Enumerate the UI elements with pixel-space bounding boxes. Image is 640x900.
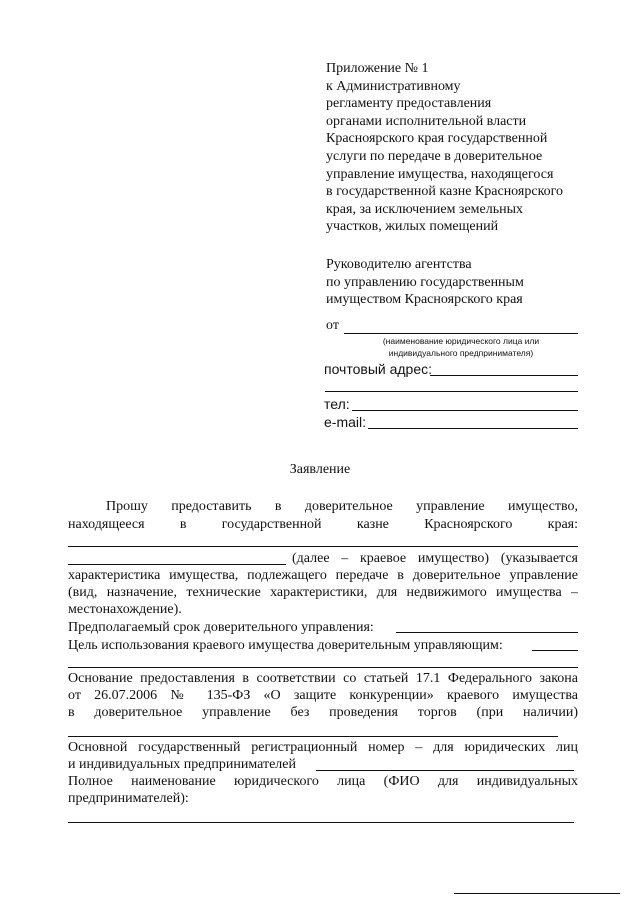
fullname-line: предпринимателей):	[68, 791, 189, 806]
addressee-line: Руководителю агентства	[326, 257, 472, 272]
appendix-line: регламенту предоставления	[326, 96, 492, 112]
property-field-line1[interactable]	[68, 546, 578, 547]
request-line: находящееся в государственной казне Красноярского края:	[68, 517, 578, 532]
phone-label: тел:	[324, 396, 350, 412]
appendix-line: управление имущества, находящегося	[326, 166, 554, 182]
phone-field[interactable]	[352, 410, 578, 411]
addressee-line: по управлению государственным	[326, 274, 524, 290]
purpose-label: Цель использования краевого имущества доверительным управляющим:	[68, 638, 503, 653]
appendix-line: в государственной казне Красноярского	[326, 184, 564, 200]
request-line: характеристика имущества, подлежащего передаче в доверительное управление	[68, 568, 578, 583]
from-field[interactable]	[344, 333, 578, 334]
from-hint: (наименование юридического лица или	[382, 336, 540, 346]
ogrn-line: Основной государственный регистрационный номер – для юридических лиц	[68, 740, 578, 755]
addressee-line: имуществом Красноярского края	[326, 292, 523, 308]
basis-line: от 26.07.2006 № 135-ФЗ «О защите конкуренции» краевого имущества	[68, 688, 578, 703]
appendix-line: Приложение № 1	[326, 61, 429, 76]
appendix-line: к Административному	[326, 78, 461, 94]
property-field-line2[interactable]	[68, 564, 286, 565]
addressee-block	[326, 256, 524, 309]
email-label: e-mail:	[324, 414, 367, 430]
basis-field[interactable]	[68, 736, 558, 737]
request-line: местонахождение).	[68, 602, 182, 617]
appendix-line: участков, жилых помещений	[326, 219, 499, 235]
from-hint: индивидуального предпринимателя)	[388, 348, 534, 358]
term-field[interactable]	[396, 632, 578, 633]
from-label: от	[326, 318, 339, 333]
purpose-field-line2[interactable]	[68, 667, 578, 668]
email-field[interactable]	[368, 428, 578, 429]
postal-address-field[interactable]	[430, 375, 578, 376]
footer-separator	[454, 893, 620, 894]
postal-address-label: почтовый адрес:	[324, 361, 433, 377]
fullname-field[interactable]	[68, 822, 574, 823]
request-line: (далее – краевое имущество) (указывается	[292, 551, 578, 566]
appendix-line: Красноярского края государственной	[326, 131, 548, 147]
document-title: Заявление	[289, 462, 351, 477]
appendix-line: края, за исключением земельных	[326, 201, 524, 217]
postal-address-field-line2[interactable]	[325, 391, 578, 392]
appendix-line: органами исполнительной власти	[326, 113, 527, 129]
appendix-header	[326, 60, 606, 236]
request-line: Прошу предоставить в доверительное управление имущество,	[106, 499, 578, 514]
basis-line: Основание предоставления в соответствии со статьей 17.1 Федерального закона	[68, 671, 578, 686]
ogrn-line: и индивидуальных предпринимателей	[68, 757, 296, 772]
term-label: Предполагаемый срок доверительного управления:	[68, 620, 374, 635]
purpose-field[interactable]	[532, 650, 578, 651]
request-line: (вид, назначение, технические характеристики, для недвижимого имущества –	[68, 585, 578, 600]
fullname-line: Полное наименование юридического лица (ФИО для индивидуальных	[68, 774, 578, 789]
ogrn-field[interactable]	[316, 770, 574, 771]
appendix-line: услуги по передаче в доверительное	[326, 148, 543, 164]
basis-line: в доверительное управление без проведения торгов (при наличии)	[68, 705, 578, 720]
